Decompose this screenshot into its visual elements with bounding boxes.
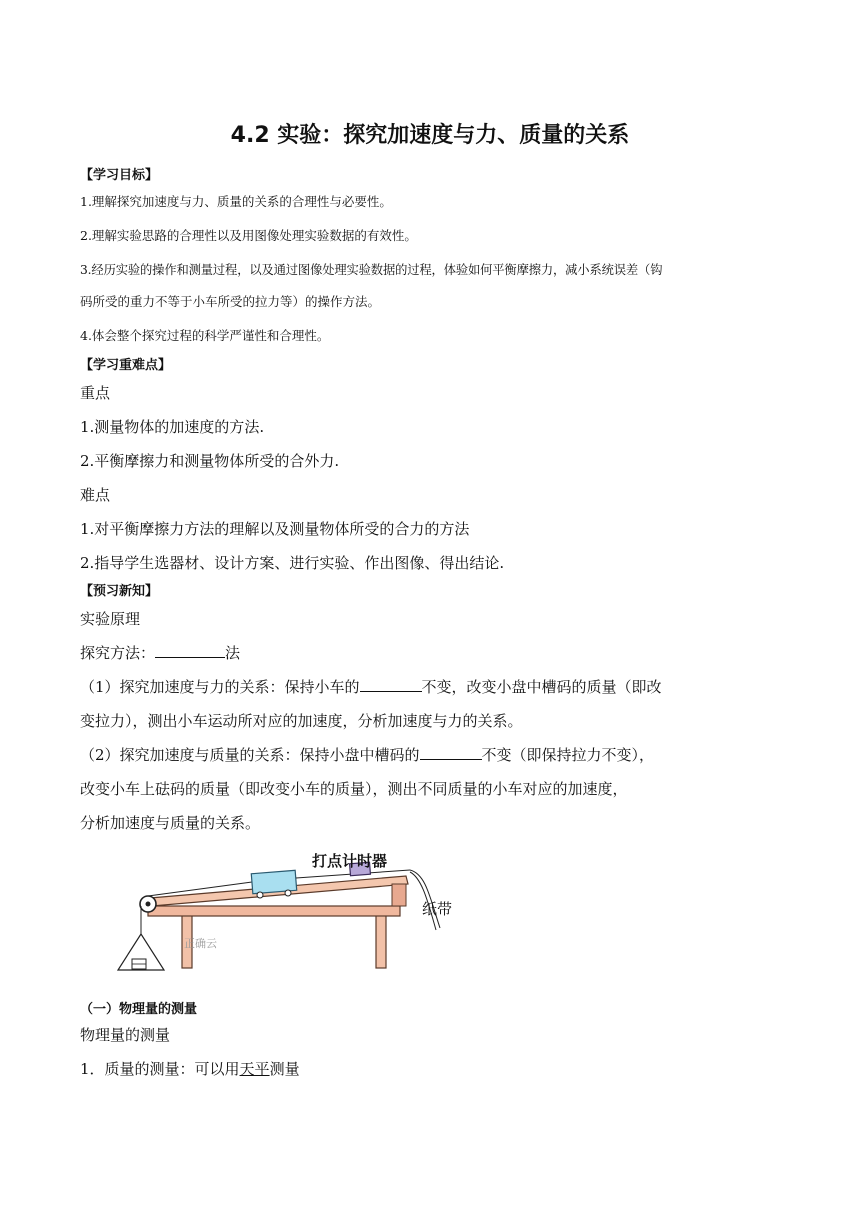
difficulty-heading: 【学习重难点】 bbox=[80, 358, 172, 373]
p1-line-2: 变拉力），测出小车运动所对应的加速度，分析加速度与力的关系。 bbox=[80, 712, 523, 730]
hard-item-1: 1.对平衡摩擦力方法的理解以及测量物体所受的合力的方法 bbox=[80, 520, 470, 538]
method-suffix: 法 bbox=[225, 644, 241, 662]
goal-item-3-cont: 码所受的重力不等于小车所受的拉力等）的操作方法。 bbox=[80, 294, 381, 309]
p2-line-1 bbox=[80, 744, 654, 765]
principle-label: 实验原理 bbox=[80, 610, 141, 628]
preview-heading: 【预习新知】 bbox=[80, 584, 159, 599]
goals-heading: 【学习目标】 bbox=[80, 168, 159, 183]
p2-line-2: 改变小车上砝码的质量（即改变小车的质量），测出不同质量的小车对应的加速度， bbox=[80, 780, 628, 798]
key-item-2: 2.平衡摩擦力和测量物体所受的合外力. bbox=[80, 452, 340, 470]
p1-blank bbox=[360, 677, 422, 692]
measure-item-1 bbox=[80, 1058, 300, 1079]
support-block bbox=[392, 884, 406, 906]
hard-item-2: 2.指导学生选器材、设计方案、进行实验、作出图像、得出结论. bbox=[80, 554, 505, 572]
experiment-apparatus-figure bbox=[110, 838, 470, 986]
pulley-axle bbox=[146, 902, 151, 907]
p1-text-b: 不变，改变小盘中槽码的质量（即改 bbox=[421, 678, 662, 696]
method-blank bbox=[155, 643, 225, 658]
p1-text-a: （1）探究加速度与力的关系：保持小车的 bbox=[80, 678, 360, 696]
method-line bbox=[80, 642, 240, 663]
p2-line-3: 分析加速度与质量的关系。 bbox=[80, 814, 261, 832]
key-label: 重点 bbox=[80, 384, 111, 402]
measure-item-1-underlined: 天平 bbox=[239, 1060, 270, 1078]
cart-wheel-right bbox=[285, 890, 291, 896]
watermark: 正确云 bbox=[184, 937, 217, 950]
tape-label: 纸带 bbox=[422, 900, 453, 918]
page-title: 4.2 实验：探究加速度与力、质量的关系 bbox=[230, 123, 630, 148]
p2-text-b: 不变（即保持拉力不变）， bbox=[481, 746, 655, 764]
goal-item-3: 3.经历实验的操作和测量过程，以及通过图像处理实验数据的过程，体验如何平衡摩擦力，减小系统误差（钩 bbox=[80, 263, 663, 277]
measure-sub: 物理量的测量 bbox=[80, 1026, 171, 1044]
method-prefix: 探究方法： bbox=[80, 644, 156, 662]
table-leg-right bbox=[376, 914, 386, 968]
goal-item-1: 1.理解探究加速度与力、质量的关系的合理性与必要性。 bbox=[80, 194, 392, 209]
table-top bbox=[148, 906, 400, 916]
measure-item-1-prefix: 1．质量的测量：可以用 bbox=[80, 1060, 240, 1078]
measure-item-1-suffix: 测量 bbox=[269, 1060, 300, 1078]
goal-item-4: 4.体会整个探究过程的科学严谨性和合理性。 bbox=[80, 328, 330, 343]
measure-heading: （一）物理量的测量 bbox=[80, 1002, 198, 1017]
hard-label: 难点 bbox=[80, 486, 111, 504]
timer-label: 打点计时器 bbox=[312, 852, 388, 870]
p1-line-1 bbox=[80, 676, 662, 697]
key-item-1: 1.测量物体的加速度的方法. bbox=[80, 418, 265, 436]
cart-wheel-left bbox=[257, 892, 263, 898]
goal-item-2: 2.理解实验思路的合理性以及用图像处理实验数据的有效性。 bbox=[80, 228, 417, 243]
p2-blank bbox=[420, 745, 482, 760]
p2-text-a: （2）探究加速度与质量的关系：保持小盘中槽码的 bbox=[80, 746, 420, 764]
